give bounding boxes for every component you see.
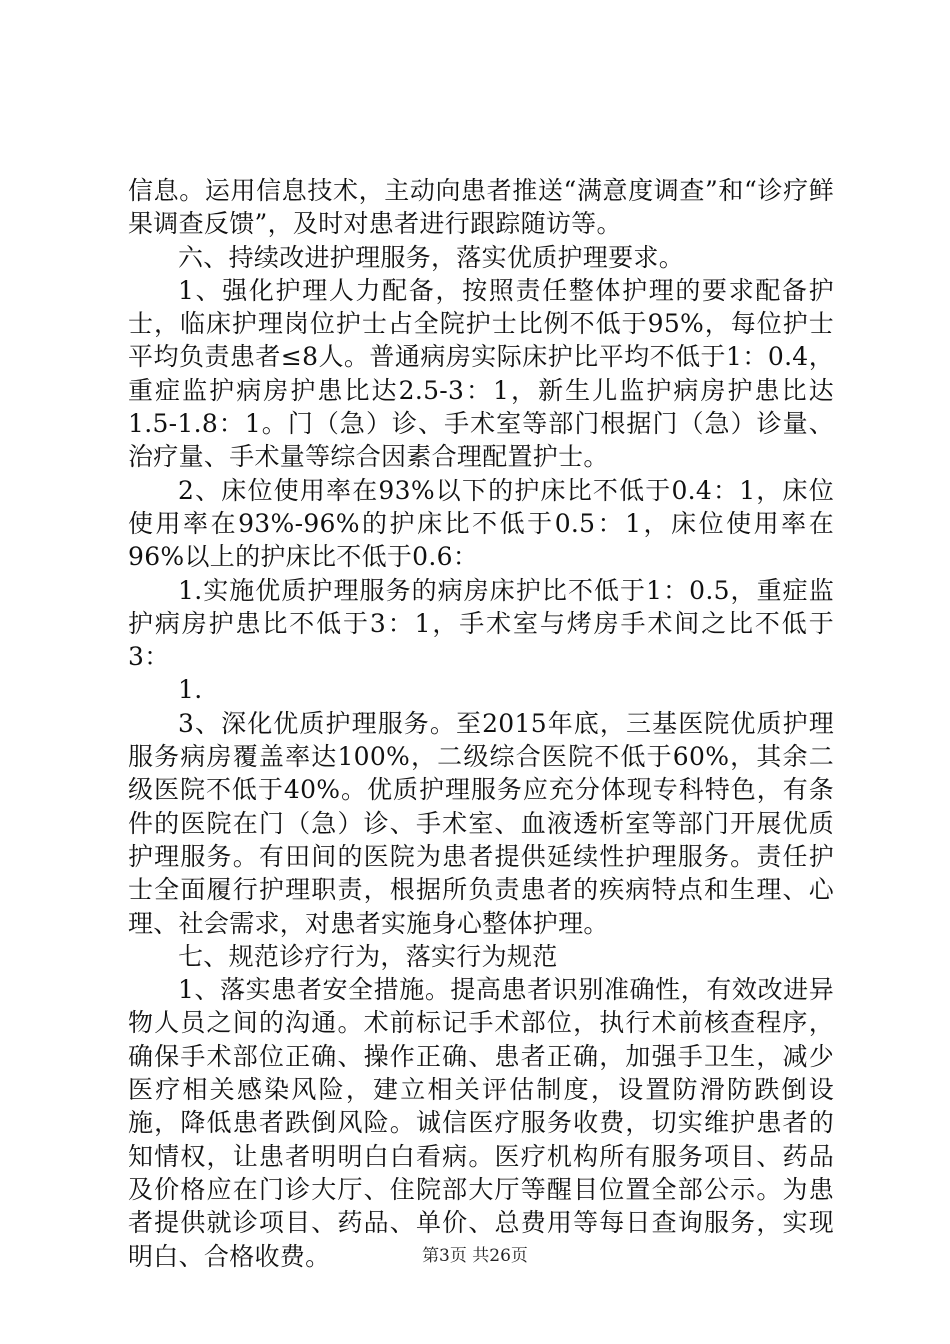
section-heading-seven: 七、规范诊疗行为，落实行为规范 [178, 941, 558, 971]
page-footer: 第3页 共26页 [422, 1246, 528, 1266]
paragraph-quality-ward-ratio: 1.实施优质护理服务的病房床护比不低于1：0.5，重症监护病房护患比不低于3：1，手术室与烤房手术间之比不低于3： [128, 575, 834, 672]
paragraph-fragment: 1. [178, 675, 203, 705]
paragraph-staffing: 1、强化护理人力配备，按照责任整体护理的要求配备护士，临床护理岗位护士占全院护士比例不低于95%，每位护士平均负责患者≤8人。普通病房实际床护比平均不低于1：0.4，重症监护病房护患比达2.5-3：1，新生儿监护病房护患比达1.5-1.8：1。门（急）诊、手术室等部门根据门（急）诊量、治疗量、手术量等综合因素合理配置护士。 [128, 275, 834, 472]
paragraph-bed-ratio: 2、床位使用率在93%以下的护床比不低于0.4：1，床位使用率在93%-96%的护床比不低于0.5：1，床位使用率在96%以上的护床比不低于0.6： [128, 475, 834, 572]
paragraph-patient-safety: 1、落实患者安全措施。提高患者识别准确性，有效改进异物人员之间的沟通。术前标记手术部位，执行术前核查程序，确保手术部位正确、操作正确、患者正确，加强手卫生，减少医疗相关感染风险，建立相关评估制度，设置防滑防跌倒设施，降低患者跌倒风险。诚信医疗服务收费，切实维护患者的知情权，让患者明明白白看病。医疗机构所有服务项目、药品及价格应在门诊大厅、住院部大厅等醒目位置全部公示。为患者提供就诊项目、药品、单价、总费用等每日查询服务，实现明白、合格收费。 [128, 975, 834, 1271]
document-body [128, 174, 834, 1273]
paragraph-deepen-service: 3、深化优质护理服务。至2015年底，三基医院优质护理服务病房覆盖率达100%，二级综合医院不低于60%，其余二级医院不低于40%。优质护理服务应充分体现专科特色，有条件的医院在门（急）诊、手术室、血液透析室等部门开展优质护理服务。有田间的医院为患者提供延续性护理服务。责任护士全面履行护理职责，根据所负责患者的疾病特点和生理、心理、社会需求，对患者实施身心整体护理。 [128, 708, 834, 938]
section-heading-six: 六、持续改进护理服务，落实优质护理要求。 [178, 242, 685, 272]
paragraph-continuation: 信息。运用信息技术，主动向患者推送“满意度调查”和“诊疗鲜果调查反馈”，及时对患者进行跟踪随访等。 [128, 176, 834, 239]
